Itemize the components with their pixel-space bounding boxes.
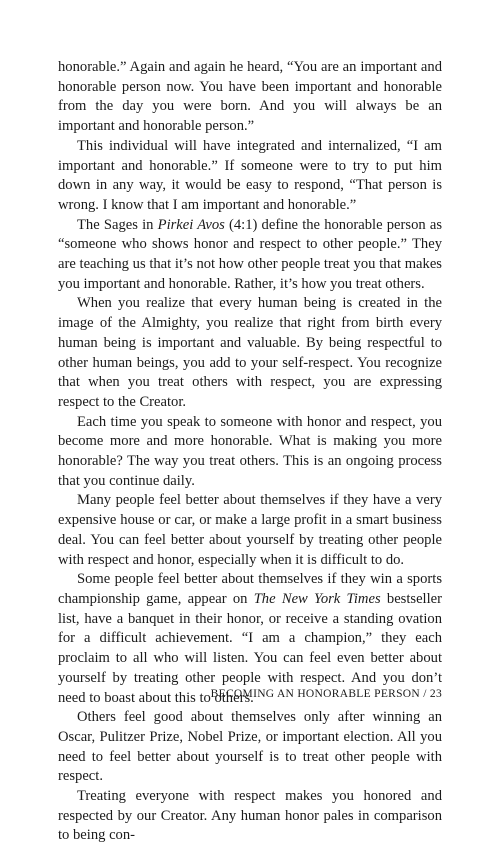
italic-title-text: Pirkei Avos <box>157 216 225 233</box>
book-page-body <box>58 58 442 846</box>
paragraph-text: (4:1) define the honorable person as “someone who shows honor and respect to other people.” They are teaching us that it’s not how other people treat you that makes you important and honorable. Rather, it’s how you treat others. <box>58 216 443 292</box>
paragraph-text: The Sages in <box>77 216 158 233</box>
body-paragraph <box>58 787 442 846</box>
paragraph-text: Treating everyone with respect makes you honored and respected by our Creator. Any human honor pales in comparison to being con- <box>58 788 442 844</box>
paragraph-text: honorable.” Again and again he heard, “You are an important and honorable person now. You have been important and honorable from the day you were born. And you will always be an important and honorable person.” <box>58 59 442 135</box>
running-footer <box>211 688 442 700</box>
body-paragraph <box>58 294 442 412</box>
paragraph-text: Each time you speak to someone with honor and respect, you become more and more honorable. What is making you more honorable? The way you treat others. This is an ongoing process that you continue daily. <box>58 413 442 489</box>
body-paragraph <box>58 216 442 295</box>
italic-title-text: The New York Times <box>253 590 381 607</box>
paragraph-text: Others feel good about themselves only after winning an Oscar, Pulitzer Prize, Nobel Prize, or important election. All you need to feel better about yourself is to treat other people with respect. <box>58 709 442 785</box>
body-paragraph <box>58 58 442 137</box>
paragraph-text: Many people feel better about themselves if they have a very expensive house or car, or make a large profit in a smart business deal. You can feel better about yourself by treating other people with respect and honor, especially when it is difficult to do. <box>58 492 442 568</box>
body-paragraph <box>58 708 442 787</box>
running-head-title: BECOMING AN HONORABLE PERSON <box>210 688 421 700</box>
page-number: 23 <box>429 688 442 700</box>
paragraph-text: When you realize that every human being is created in the image of the Almighty, you realize that right from birth every human being is important and valuable. By being respectful to other human beings, you add to your self-respect. You recognize that when you treat others with respect, you are expressing respect to the Creator. <box>58 295 442 410</box>
paragraph-text: bestseller list, have a banquet in their honor, or receive a standing ovation for a difficult achievement. “I am a champion,” they each proclaim to all who will listen. You can feel even better about yourself by treating other people with respect. And you don’t need to boast about this to others. <box>58 590 443 706</box>
body-paragraph <box>58 491 442 570</box>
running-head-separator: / <box>420 688 430 700</box>
paragraph-text: This individual will have integrated and internalized, “I am important and honorable.” If someone were to try to put him down in any way, it would be easy to respond, “That person is wrong. I know that I am important and honorable.” <box>58 137 442 213</box>
paragraph-text: Some people feel better about themselves if they win a sports championship game, appear on <box>58 571 442 607</box>
body-paragraph <box>58 413 442 492</box>
body-paragraph <box>58 137 442 216</box>
